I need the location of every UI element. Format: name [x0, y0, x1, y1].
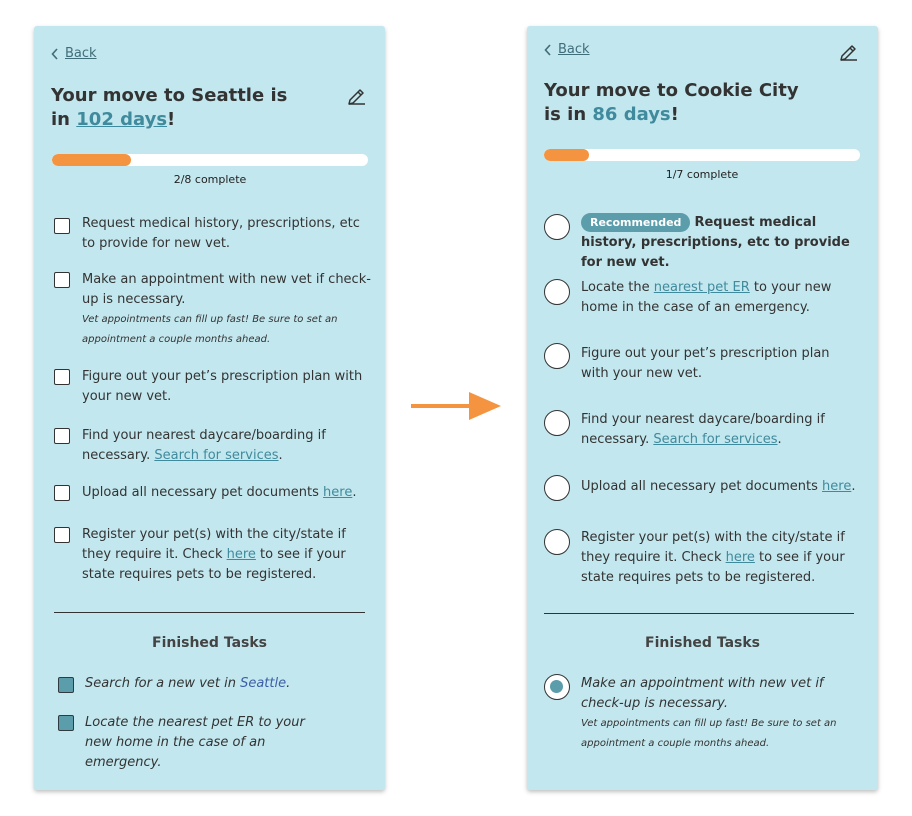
search-services-link[interactable]: Search for services [653, 432, 778, 447]
task-text-after: to see if your state requires pets to be registered. [581, 550, 845, 585]
task-checkbox[interactable] [54, 218, 70, 234]
progress-fill [52, 154, 131, 166]
back-link[interactable] [51, 46, 97, 61]
task-checkbox[interactable] [54, 428, 70, 444]
title-line1: Your move to Cookie City [544, 80, 799, 101]
nearest-er-link[interactable]: nearest pet ER [653, 280, 750, 295]
title-end: ! [167, 109, 176, 130]
task-item [581, 344, 861, 384]
task-text: Find your nearest daycare/boarding if necessary. [581, 412, 825, 447]
task-text-after: to your new home in the case of an emergency. [581, 280, 832, 315]
recommended-badge: Recommended [581, 213, 690, 232]
task-radio[interactable] [544, 475, 570, 501]
title-line1: Your move to Seattle is [51, 85, 288, 106]
days-count: 86 days [592, 104, 671, 125]
finished-item [85, 713, 335, 773]
finished-text: Make an appointment with new vet if check-up is necessary. [581, 676, 824, 711]
task-checkbox[interactable] [54, 272, 70, 288]
city-name: Seattle [240, 676, 287, 691]
back-link[interactable] [544, 42, 590, 57]
task-text-after: . [352, 485, 357, 500]
register-here-link[interactable]: here [725, 550, 755, 565]
panel-before [34, 26, 385, 790]
task-text: Find your nearest daycare/boarding if necessary. [82, 428, 326, 463]
task-text-after: . [777, 432, 782, 447]
upload-here-link[interactable]: here [323, 485, 353, 500]
title-in: is in [544, 104, 593, 125]
task-text: Upload all necessary pet documents [82, 485, 324, 500]
register-here-link[interactable]: here [226, 547, 256, 562]
chevron-left-icon [544, 44, 552, 56]
task-text-after: . [278, 448, 283, 463]
task-item [581, 410, 861, 450]
task-item [82, 214, 372, 254]
task-item [82, 525, 372, 585]
task-radio[interactable] [544, 214, 570, 240]
task-text: Register your pet(s) with the city/state if they require it. Check [581, 530, 845, 565]
task-item [82, 270, 374, 350]
task-item [581, 477, 861, 497]
title-end: ! [670, 104, 679, 125]
progress-text: 2/8 complete [173, 173, 247, 186]
progress-bar [52, 154, 368, 166]
task-note: Vet appointments can fill up fast! Be sure to set an appointment a couple months ahead. [82, 314, 338, 345]
task-item [581, 528, 861, 588]
title-in: in [51, 109, 77, 130]
finished-text-after: . [286, 676, 291, 691]
progress-bar [544, 149, 860, 161]
finished-checkbox[interactable] [58, 715, 74, 731]
divider [544, 613, 854, 614]
task-text-after: . [851, 479, 856, 494]
task-text: Figure out your pet’s prescription plan with your new vet. [581, 346, 830, 381]
finished-checkbox[interactable] [58, 677, 74, 693]
task-radio[interactable] [544, 529, 570, 555]
task-item [581, 278, 861, 318]
task-text: Figure out your pet’s prescription plan with your new vet. [82, 369, 363, 404]
finished-title: Finished Tasks [152, 635, 267, 651]
finished-text: Locate the nearest pet ER to your new home in the case of an emergency. [85, 715, 305, 770]
finished-title: Finished Tasks [645, 635, 760, 651]
page-title [544, 79, 844, 127]
task-text: Register your pet(s) with the city/state if they require it. Check [82, 527, 346, 562]
finished-radio[interactable] [544, 674, 570, 700]
days-count[interactable]: 102 days [76, 109, 168, 130]
task-checkbox[interactable] [54, 369, 70, 385]
finished-item [85, 674, 375, 694]
task-text-after: to see if your state requires pets to be registered. [82, 547, 346, 582]
pencil-icon[interactable] [347, 88, 367, 106]
task-radio[interactable] [544, 279, 570, 305]
pencil-icon[interactable] [839, 44, 859, 62]
task-radio[interactable] [544, 343, 570, 369]
task-checkbox[interactable] [54, 485, 70, 501]
task-text: Request medical history, prescriptions, etc to provide for new vet. [82, 216, 360, 251]
task-text: Request medical history, prescriptions, etc to provide for new vet. [581, 215, 850, 270]
finished-text: Search for a new vet in [85, 676, 241, 691]
progress-text: 1/7 complete [665, 168, 739, 181]
task-text: Upload all necessary pet documents [581, 479, 823, 494]
chevron-left-icon [51, 48, 59, 60]
divider [54, 612, 365, 613]
finished-item [581, 674, 831, 714]
task-item [581, 213, 861, 273]
task-radio[interactable] [544, 410, 570, 436]
back-label: Back [558, 42, 590, 57]
panel-after [527, 26, 878, 790]
task-checkbox[interactable] [54, 527, 70, 543]
back-label: Back [65, 46, 97, 61]
task-text: Locate the [581, 280, 654, 295]
task-item [82, 367, 372, 407]
page-title [51, 84, 331, 132]
upload-here-link[interactable]: here [822, 479, 852, 494]
search-services-link[interactable]: Search for services [154, 448, 279, 463]
arrow-right-icon [411, 390, 503, 422]
task-item [82, 426, 372, 466]
finished-note: Vet appointments can fill up fast! Be sure to set an appointment a couple months ahead. [581, 718, 837, 749]
task-text: Make an appointment with new vet if check-up is necessary. [82, 272, 371, 307]
task-item [82, 483, 372, 503]
progress-fill [544, 149, 589, 161]
